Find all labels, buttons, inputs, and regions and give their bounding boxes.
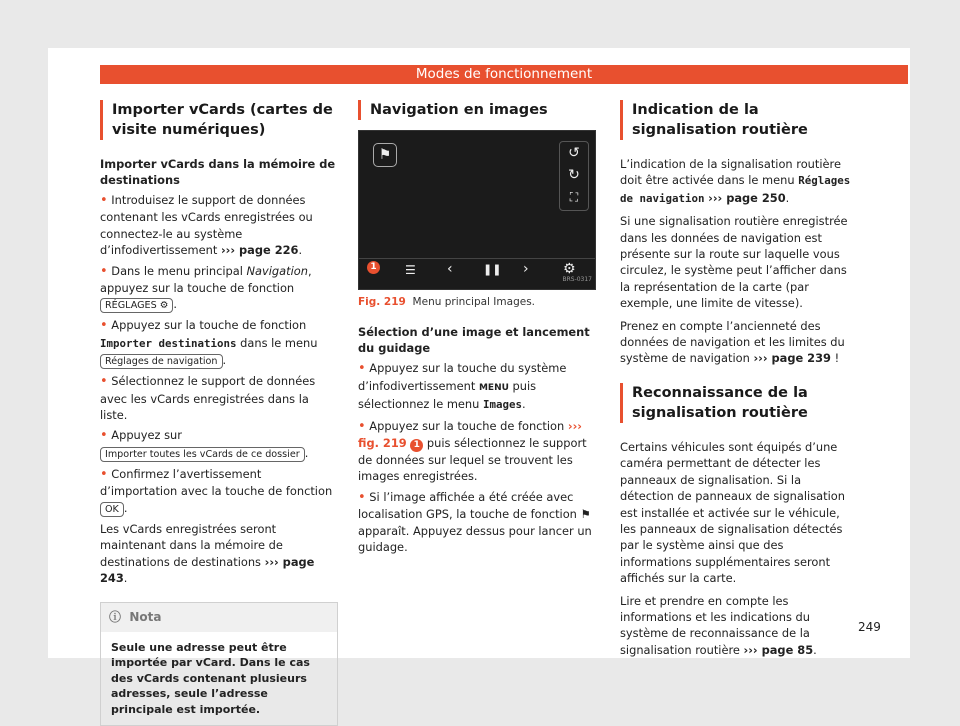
page-ref-link[interactable]: ››› page 85	[743, 642, 814, 657]
step-1-text: Appuyez sur la touche du système d’infodivertissement	[358, 361, 567, 393]
section-title-sign-indication: Indication de la signalisation routière	[632, 102, 808, 138]
subtitle-import: Importer vCards dans la mémoire de destinations	[100, 157, 336, 187]
paragraph-3: Prenez en compte l’ancienneté des données de navigation et les limites du système de navigation ››› page 239 !	[620, 318, 845, 366]
navigation-settings-label: Réglages de navigation	[620, 174, 851, 205]
heading-box	[620, 383, 858, 423]
list-icon: ☰	[405, 263, 416, 277]
paragraph-3-text: Prenez en compte l’ancienneté des données de navigation et les limites du système de navigation	[620, 318, 845, 366]
navigation-settings-button: Réglages de navigation	[100, 354, 223, 369]
step-3: • Appuyez sur la touche de fonction Importer destinations dans le menu Réglages de navigation .	[100, 318, 318, 368]
step-3-text-mid: dans le menu	[240, 335, 318, 350]
bullet-icon: •	[100, 318, 108, 334]
note-text: Seule une adresse peut être importée par vCard. Dans le cas des vCards contenant plusieurs adresses, seule l’adresse principale est importée.	[111, 640, 310, 716]
step-3-text: Si l’image affichée a été créée avec localisation GPS, la touche de fonction	[358, 489, 577, 522]
pause-icon: ❚❚	[483, 263, 502, 276]
section-title-vcards: Importer vCards (cartes de visite numériques)	[112, 102, 333, 138]
page-number: 249	[858, 620, 881, 634]
note-header	[101, 603, 337, 631]
page-ref-link[interactable]: ››› page 226	[220, 243, 299, 258]
bullet-icon: •	[100, 263, 108, 279]
bullet-icon: •	[100, 428, 108, 444]
section-title-images: Navigation en images	[370, 102, 548, 118]
step-1: • Introduisez le support de données contenant les vCards enregistrées ou connectez-le au système d’infodivertissement ››› page 226.	[100, 193, 313, 258]
step-3-text-end: apparaît. Appuyez dessus pour lancer un guidage.	[358, 523, 592, 555]
step-5: • Appuyez sur Importer toutes les vCards de ce dossier .	[100, 428, 309, 460]
note-box	[100, 602, 338, 726]
paragraph-1: L’indication de la signalisation routière doit être activée dans le menu Réglages de navigation ››› page 250.	[620, 157, 851, 205]
image-toolbar	[359, 258, 595, 283]
step-4-text: Sélectionnez le support de données avec les vCards enregistrées dans la liste.	[100, 374, 316, 423]
bullet-icon: •	[358, 418, 366, 434]
bullet-icon: •	[100, 374, 108, 390]
info-icon: ⓘ	[109, 610, 122, 625]
note-label: Nota	[129, 610, 162, 625]
previous-icon: ‹	[447, 261, 453, 277]
step-1-text: Introduisez le support de données contenant les vCards enregistrées ou connectez-le au système d’infodivertissement	[100, 193, 313, 258]
column-left	[100, 100, 338, 726]
column-middle	[358, 100, 596, 559]
paragraph-5: Lire et prendre en compte les informations et les indications du système de reconnaissance de la signalisation routière ››› page 85.	[620, 593, 817, 657]
rotate-right-icon: ↻	[568, 167, 580, 183]
next-icon: ›	[523, 261, 529, 277]
figure-ref-link[interactable]: ››› fig. 219	[358, 418, 582, 451]
figure-caption	[358, 294, 596, 310]
column-right	[620, 100, 858, 664]
paragraph-2: Si une signalisation routière enregistrée dans les données de navigation est présente sur la route sur laquelle vous circulez, le système peut l’afficher dans la représentation de la carte (par exemple, une limite de vitesse).	[620, 214, 848, 311]
images-menu-label: Images	[482, 398, 522, 412]
step-1-text-mid: puis sélectionnez le menu	[358, 378, 537, 412]
step-2-text: Appuyez sur la touche de fonction	[369, 418, 565, 433]
heading-box	[620, 100, 858, 140]
page-ref-link[interactable]: ››› page 250	[708, 190, 786, 205]
heading-box	[358, 100, 596, 120]
paragraph-5-text: Lire et prendre en compte les informations et les indications du système de reconnaissance de la signalisation routière	[620, 593, 810, 657]
page-ref-link[interactable]: ››› page 243	[100, 554, 315, 585]
step-6-text: Confirmez l’avertissement d’importation avec la touche de fonction	[100, 466, 333, 499]
flag-icon: ⚑	[373, 143, 397, 167]
step-3-text: Appuyez sur la touche de fonction	[111, 318, 307, 333]
step-3	[358, 489, 596, 556]
step-2: • Dans le menu principal Navigation, appuyez sur la touche de fonction RÉGLAGES ⚙ .	[100, 263, 312, 312]
section-title-sign-recognition: Reconnaissance de la signalisation routière	[632, 384, 808, 421]
bullet-icon: •	[100, 193, 108, 208]
step-2	[358, 418, 596, 485]
flag-icon: ⚑	[580, 507, 591, 522]
import-all-vcards-button: Importer toutes les vCards de ce dossier	[100, 447, 305, 462]
bullet-icon: •	[358, 361, 366, 377]
settings-button: RÉGLAGES ⚙	[100, 298, 173, 313]
result-paragraph: Les vCards enregistrées seront maintenant dans la mémoire de destinations de destinations ››› page 243.	[100, 521, 315, 585]
callout-ref-1: 1	[410, 439, 423, 452]
result-text: Les vCards enregistrées seront maintenant dans la mémoire de destinations de destinations	[100, 521, 283, 569]
figure-images-menu	[358, 130, 596, 290]
caption-text: Menu principal Images.	[412, 296, 536, 308]
ok-button: OK	[100, 502, 124, 517]
gear-icon: ⚙	[563, 261, 576, 277]
menu-key: MENU	[478, 382, 509, 393]
step-1: • Appuyez sur la touche du système d’infodivertissement MENU puis sélectionnez le menu Images.	[358, 361, 567, 412]
step-2-text-end: puis sélectionnez le support de données sur lequel se trouvent les images enregistrées.	[358, 436, 587, 484]
heading-box	[100, 100, 338, 140]
callout-1: 1	[367, 261, 380, 274]
paragraph-4: Certains véhicules sont équipés d’une caméra permettant de détecter les panneaux de signalisation. Si la détection de panneaux de signalisation est installée et activée sur le véhicule, les panneaux de signalisation détectés par le système ainsi que des informations supplémentaires seront affichés sur la carte.	[620, 439, 845, 586]
import-destinations-label: Importer destinations	[100, 336, 237, 350]
bullet-icon: •	[100, 466, 108, 482]
paragraph-1-text: L’indication de la signalisation routière doit être activée dans le menu	[620, 157, 841, 188]
figure-number: Fig. 219	[358, 296, 406, 308]
image-tools-panel	[559, 141, 589, 211]
step-4	[100, 373, 338, 423]
menu-name-navigation: Navigation	[246, 263, 308, 278]
rotate-left-icon: ↺	[568, 145, 580, 161]
section-header: Modes de fonctionnement	[100, 65, 908, 84]
subtitle-select-image: Sélection d’une image et lancement du guidage	[358, 325, 590, 356]
figure-code: BRS-0317	[562, 275, 592, 283]
step-5-text: Appuyez sur	[111, 428, 182, 443]
page-ref-link[interactable]: ››› page 239	[753, 351, 831, 366]
step-2-text: Dans le menu principal	[111, 263, 243, 278]
step-2-text-mid: , appuyez sur la touche de fonction	[100, 263, 312, 296]
bullet-icon: •	[358, 489, 366, 505]
manual-page	[48, 48, 910, 716]
fullscreen-icon: ⛶	[569, 190, 579, 204]
step-6: • Confirmez l’avertissement d’importation avec la touche de fonction OK .	[100, 466, 333, 515]
